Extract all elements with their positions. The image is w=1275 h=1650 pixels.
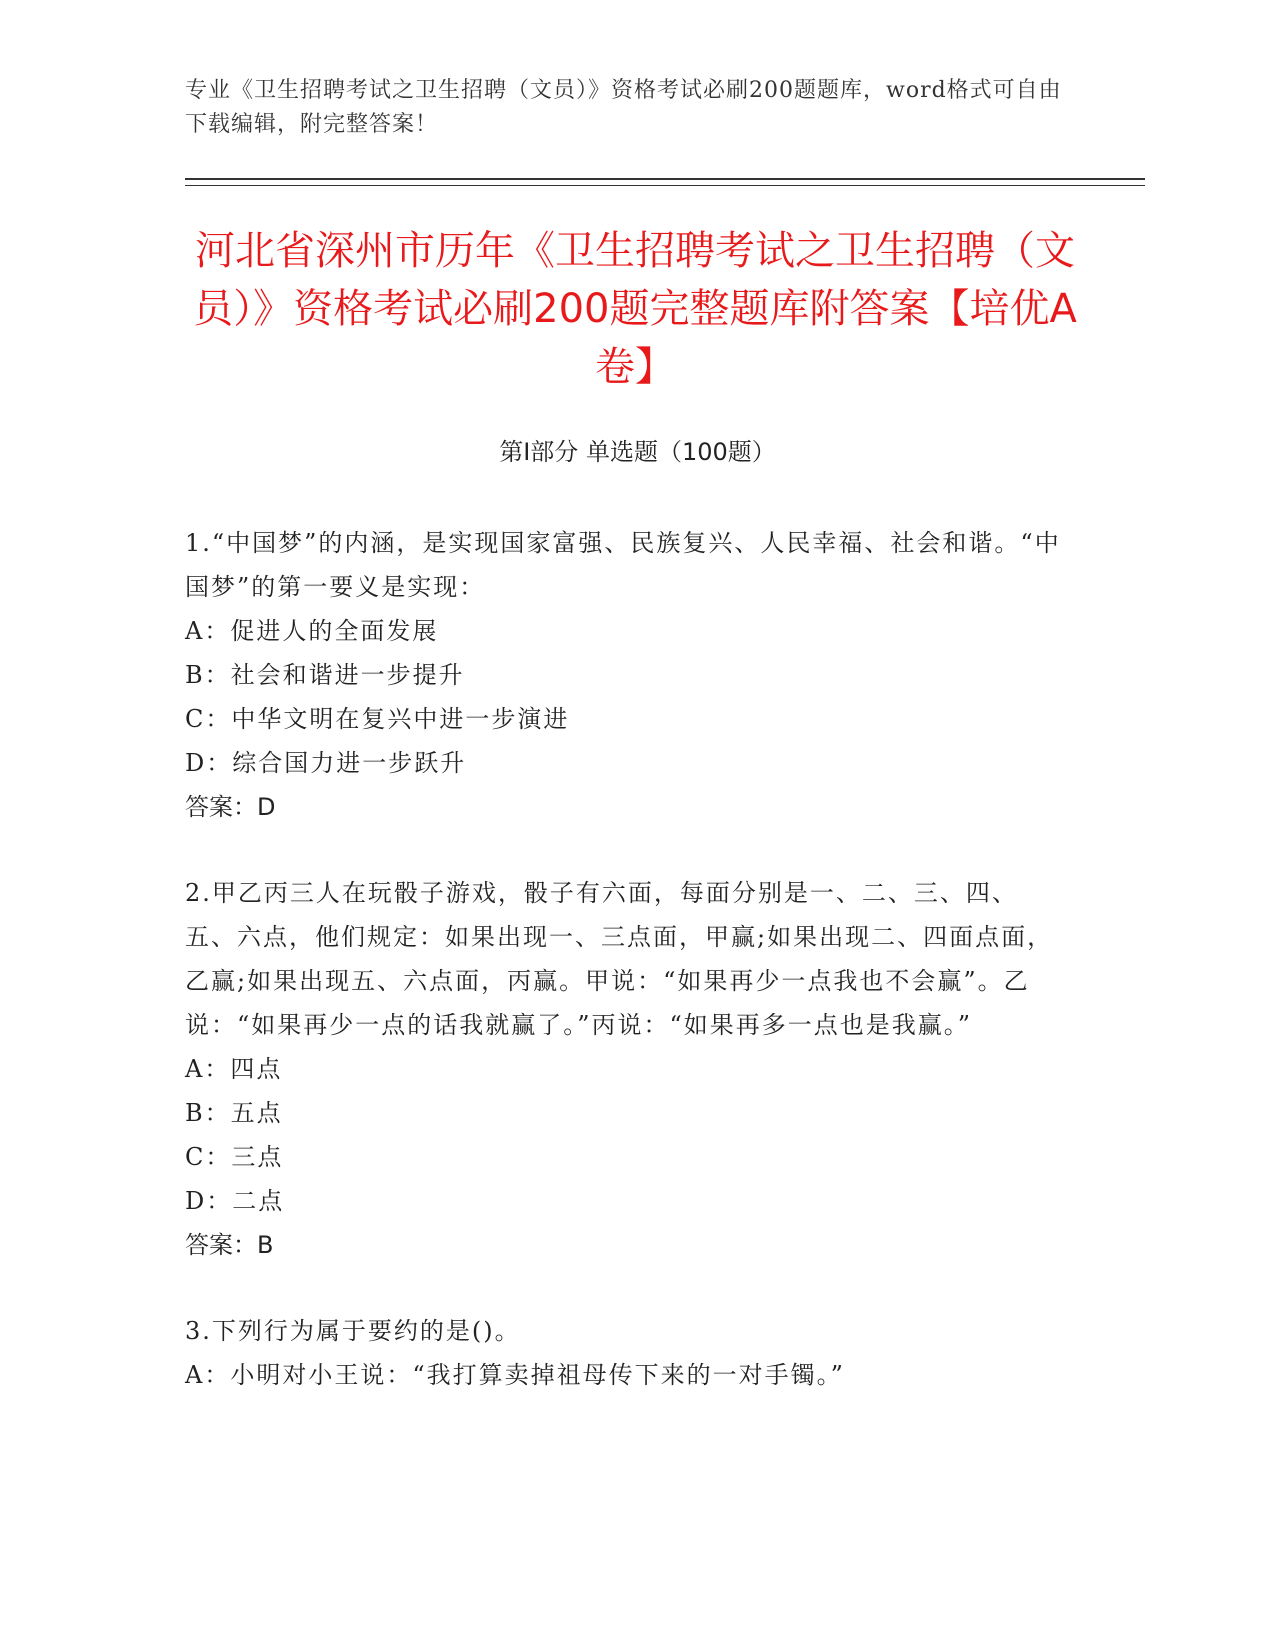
option-a: A：小明对小王说：“我打算卖掉祖母传下来的一对手镯。” xyxy=(185,1361,845,1389)
header-note: 专业《卫生招聘考试之卫生招聘（文员）》资格考试必刷200题题库，word格式可自由下载编辑，附完整答案！ xyxy=(185,78,1062,137)
document-title: 河北省深州市历年《卫生招聘考试之卫生招聘（文员）》资格考试必刷200题完整题库附答案【培优A卷】 xyxy=(193,228,1077,390)
answer-label: 答案：B xyxy=(185,1231,274,1259)
option-d: D：二点 xyxy=(185,1187,285,1215)
option-c: C：三点 xyxy=(185,1143,284,1171)
option-c: C：中华文明在复兴中进一步演进 xyxy=(185,705,570,733)
question-1 xyxy=(185,521,1065,829)
question-2 xyxy=(185,871,1065,1267)
header-divider-thick xyxy=(185,178,1145,180)
question-list xyxy=(185,521,1065,1439)
option-a: A：促进人的全面发展 xyxy=(185,617,439,645)
option-d: D：综合国力进一步跃升 xyxy=(185,749,467,777)
question-stem: 3.下列行为属于要约的是()。 xyxy=(185,1317,521,1345)
option-b: B：五点 xyxy=(185,1099,283,1127)
option-b: B：社会和谐进一步提升 xyxy=(185,661,465,689)
question-stem: 1.“中国梦”的内涵，是实现国家富强、民族复兴、人民幸福、社会和谐。“中国梦”的第一要义是实现： xyxy=(185,529,1061,601)
question-3 xyxy=(185,1309,1065,1397)
question-stem: 2.甲乙丙三人在玩骰子游戏，骰子有六面，每面分别是一、二、三、四、五、六点，他们规定：如果出现一、三点面，甲赢;如果出现二、四面点面，乙赢;如果出现五、六点面，丙赢。甲说：“如果再少一点我也不会赢”。乙说：“如果再少一点的话我就赢了。”丙说：“如果再多一点也是我赢。” xyxy=(185,879,1054,1039)
option-a: A：四点 xyxy=(185,1055,283,1083)
section-title: 第I部分 单选题（100题） xyxy=(499,438,776,466)
answer-label: 答案：D xyxy=(185,793,276,821)
header-divider-thin xyxy=(185,185,1145,186)
